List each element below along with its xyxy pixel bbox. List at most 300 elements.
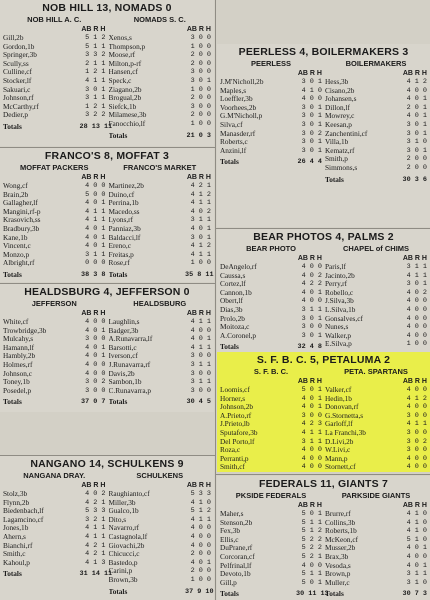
- player-stats: 1 0 0: [190, 575, 211, 584]
- player-stats: 3 1 1: [85, 94, 106, 103]
- player-stats: 4 0 0: [85, 182, 106, 190]
- game-peerless: [217, 44, 430, 227]
- stat-header-abrh: AB R H: [81, 26, 106, 33]
- player-row: [325, 429, 427, 438]
- player-name: G.Stornetta,s: [325, 411, 364, 420]
- player-name: Roberts,c: [220, 138, 248, 147]
- player-stats: 5 0 0: [85, 190, 106, 199]
- player-stats: 4 0 0: [85, 360, 106, 369]
- player-row: [3, 34, 106, 43]
- player-row: [220, 78, 322, 87]
- totals-value: 30 11 13: [296, 590, 329, 599]
- player-name: Xenos,s: [108, 34, 132, 42]
- player-stats: 4 0 0: [190, 541, 211, 550]
- player-row: [220, 463, 322, 472]
- team-name: NANGANA DRAY.: [23, 471, 86, 480]
- team-name: JEFFERSON: [31, 299, 77, 308]
- player-name: E.Silva,p: [325, 340, 352, 349]
- player-row: [325, 340, 427, 349]
- stat-header-abrh: AB R H: [402, 502, 427, 509]
- game-headline: NOB HILL 13, NOMADS 0: [42, 2, 172, 14]
- player-stats: 3 2 2: [85, 111, 106, 120]
- game-federals: [217, 476, 430, 600]
- player-row: [220, 544, 322, 553]
- player-name: Villa,1b: [325, 138, 349, 147]
- player-stats: 3 0 1: [190, 233, 211, 242]
- player-name: Mangini,rf-p: [3, 207, 41, 216]
- player-name: Hedin,1b: [325, 394, 352, 403]
- player-name: Holmes,rf: [3, 360, 33, 369]
- player-stats: 4 0 0: [406, 552, 427, 561]
- player-name: Gill,2b: [3, 34, 24, 42]
- player-row: [325, 386, 427, 395]
- game-headline: FEDERALS 11, GIANTS 7: [258, 478, 389, 490]
- player-row: [109, 60, 212, 69]
- player-stats: 3 1 1: [190, 216, 211, 225]
- player-row: [325, 147, 427, 156]
- player-name: Walker,p: [325, 331, 352, 340]
- player-row: [220, 332, 322, 341]
- team-box-score: [220, 367, 322, 472]
- player-stats: 4 1 0: [190, 498, 211, 507]
- player-name: D.Livi,2b: [325, 437, 354, 446]
- stat-header-spacer: [325, 69, 401, 78]
- player-row: [109, 251, 212, 260]
- player-row: [109, 533, 212, 542]
- player-row: [109, 234, 212, 243]
- stat-header-abrh: AB R H: [402, 378, 427, 385]
- stat-header-spacer: [220, 377, 296, 386]
- player-name: Hansen,cf: [108, 68, 138, 77]
- stat-header-abrh: AB R H: [402, 70, 427, 77]
- stat-header-spacer: [220, 254, 296, 263]
- player-stats: 4 1 1: [190, 343, 211, 352]
- player-stats: 4 0 0: [301, 561, 322, 570]
- player-row: [325, 536, 427, 545]
- player-name: Cisano,2b: [325, 86, 355, 95]
- player-row: [3, 94, 106, 103]
- player-name: Chicucci,c: [108, 550, 140, 559]
- player-stats: 3 0 0: [406, 411, 427, 420]
- player-name: Culline,cf: [3, 68, 32, 77]
- player-row: [220, 147, 322, 156]
- player-row: [325, 112, 427, 121]
- player-name: Castagnola,lf: [108, 532, 148, 541]
- player-name: Trowbridge,3b: [3, 326, 47, 335]
- player-row: [220, 562, 322, 571]
- player-row: [3, 550, 106, 559]
- player-row: [220, 280, 322, 289]
- player-stats: 3 0 1: [301, 78, 322, 86]
- team-box-score: [3, 163, 106, 280]
- player-name: Garloff,lf: [325, 420, 353, 429]
- player-name: Johnson,c: [3, 369, 32, 378]
- player-row: [325, 87, 427, 96]
- player-name: Maples,s: [220, 86, 247, 95]
- totals-label: Totals: [108, 587, 128, 596]
- team-name: MOFFAT PACKERS: [20, 163, 89, 172]
- stat-header-abrh: AB R H: [297, 70, 322, 77]
- player-name: Lyons,rf: [108, 216, 134, 225]
- player-stats: 4 1 0: [406, 527, 427, 536]
- player-row: [109, 242, 212, 251]
- team-box-score: [109, 15, 212, 140]
- team-box-score: [109, 299, 212, 407]
- player-stats: 4 0 0: [190, 532, 211, 541]
- totals-label: Totals: [325, 590, 344, 599]
- stat-header: [220, 254, 322, 263]
- player-row: [3, 533, 106, 542]
- player-stats: 1 2 1: [85, 68, 106, 77]
- row-rule: [216, 228, 430, 229]
- player-row: [220, 429, 322, 438]
- player-stats: 3 2 1: [85, 515, 106, 524]
- player-row: [325, 164, 427, 173]
- player-name: Manasder,rf: [220, 129, 256, 138]
- player-stats: 3 0 0: [190, 386, 211, 395]
- player-stats: 3 0 0: [190, 68, 211, 77]
- stat-header-spacer: [109, 309, 186, 318]
- player-row: [220, 455, 322, 464]
- totals-label: Totals: [3, 398, 22, 407]
- player-stats: 4 1 2: [406, 394, 427, 403]
- player-name: Muller,c: [325, 578, 350, 587]
- player-row: [325, 562, 427, 571]
- player-name: Stornett,cf: [325, 463, 356, 472]
- player-row: [109, 378, 212, 387]
- player-name: Dillon,lf: [325, 103, 350, 112]
- totals-value: 37 9 10: [185, 587, 214, 596]
- player-row: [220, 297, 322, 306]
- player-stats: 5 1 1: [301, 518, 322, 527]
- player-stats: 4 0 2: [85, 490, 106, 498]
- player-name: Voorhees,2b: [220, 103, 257, 112]
- team-name: FRANCO'S MARKET: [123, 163, 197, 172]
- player-name: Pelfrinal,lf: [220, 561, 252, 570]
- column-rule: [215, 0, 216, 600]
- player-name: Keesan,p: [325, 120, 352, 129]
- player-stats: 4 0 1: [301, 403, 322, 412]
- player-name: Vesoda,s: [325, 561, 351, 570]
- player-stats: 4 0 0: [406, 463, 427, 472]
- player-name: W.Livi,c: [325, 446, 351, 455]
- player-stats: 3 0 1: [406, 146, 427, 155]
- game-headline: PEERLESS 4, BOILERMAKERS 3: [238, 46, 409, 58]
- player-name: A.Coronel,p: [220, 331, 257, 340]
- player-name: L.Silva,1b: [325, 305, 356, 314]
- player-name: Jacinto,2b: [325, 271, 355, 280]
- player-stats: 3 0 1: [301, 331, 322, 340]
- player-row: [109, 524, 212, 533]
- player-stats: 3 1 1: [406, 263, 427, 271]
- player-row: [109, 559, 212, 568]
- player-name: Springer,3b: [3, 51, 37, 60]
- player-name: Corcoran,cf: [220, 552, 255, 561]
- stat-header-spacer: [109, 481, 186, 490]
- stat-header-abrh: AB R H: [297, 502, 322, 509]
- player-name: Stenson,2b: [220, 518, 253, 527]
- player-row: [325, 420, 427, 429]
- player-row: [3, 259, 106, 268]
- player-row: [109, 550, 212, 559]
- player-row: [3, 77, 106, 86]
- player-name: Ahern,s: [3, 532, 26, 541]
- player-stats: 2 0 1: [406, 103, 427, 112]
- totals-row: [109, 398, 212, 407]
- player-name: Ellis,c: [220, 535, 239, 544]
- team-name: NOMADS S. C.: [133, 15, 186, 24]
- player-row: [3, 86, 106, 95]
- player-row: [325, 519, 427, 528]
- totals-value: 37 0 7: [81, 398, 106, 407]
- player-name: Caussa,s: [220, 271, 246, 280]
- player-row: [3, 208, 106, 217]
- player-name: Brax,3b: [325, 552, 349, 561]
- player-row: [3, 559, 106, 568]
- player-name: Dito,s: [108, 515, 127, 524]
- box-score-columns: [3, 471, 214, 596]
- team-box-score: [220, 244, 322, 352]
- player-stats: 4 1 1: [85, 524, 106, 533]
- player-name: Bradbury,3b: [3, 224, 40, 233]
- player-row: [220, 510, 322, 519]
- player-stats: 4 0 2: [406, 288, 427, 297]
- totals-row: [3, 122, 113, 132]
- player-stats: 4 0 0: [301, 454, 322, 463]
- totals-label: Totals: [108, 131, 128, 140]
- player-row: [3, 234, 106, 243]
- player-row: [220, 263, 322, 272]
- player-row: [3, 352, 106, 361]
- player-name: Sakuari,c: [3, 85, 31, 94]
- player-row: [220, 519, 322, 528]
- stat-header-abrh: AB R H: [186, 174, 211, 181]
- player-name: Posedel,p: [3, 386, 32, 395]
- player-row: [220, 130, 322, 139]
- player-stats: 5 2 2: [301, 544, 322, 553]
- team-box-score: [325, 244, 427, 352]
- player-row: [220, 536, 322, 545]
- player-stats: 5 3 3: [85, 507, 106, 516]
- player-row: [109, 86, 212, 95]
- player-row: [109, 361, 212, 370]
- stat-header: [220, 69, 322, 78]
- player-stats: 4 1 2: [190, 190, 211, 199]
- team-box-score: [325, 491, 427, 599]
- player-name: Toney,1b: [3, 378, 30, 387]
- player-row: [109, 43, 212, 52]
- player-row: [109, 344, 212, 353]
- player-name: C.Runavarra,p: [108, 386, 152, 395]
- player-stats: 4 0 0: [85, 369, 106, 378]
- player-name: Obert,lf: [220, 297, 243, 306]
- player-name: Mulcahy,s: [3, 335, 34, 344]
- row-rule: [216, 474, 430, 475]
- player-row: [325, 544, 427, 553]
- team-name: HEALDSBURG: [133, 299, 187, 308]
- player-row: [109, 120, 212, 129]
- player-stats: 4 0 1: [190, 224, 211, 233]
- player-name: Davis,2b: [108, 369, 135, 378]
- game-headline: NANGANO 14, SCHULKENS 9: [30, 458, 184, 470]
- player-name: Krasovich,ss: [3, 216, 41, 225]
- player-name: Jones,1b: [3, 524, 29, 533]
- player-name: Robello,c: [325, 288, 354, 297]
- player-row: [109, 318, 212, 327]
- player-stats: 5 1 2: [190, 507, 211, 516]
- player-name: Gordon,1b: [3, 42, 35, 51]
- player-stats: 3 0 0: [190, 102, 211, 111]
- totals-row: [220, 158, 322, 167]
- player-name: Prolo,2b: [220, 314, 245, 323]
- player-name: Fanocchio,lf: [108, 119, 146, 128]
- player-stats: 4 0 1: [190, 558, 211, 567]
- player-name: Perranti,p: [220, 454, 249, 463]
- stat-header-abrh: AB R H: [297, 378, 322, 385]
- game-sfbc: [217, 352, 430, 472]
- player-row: [3, 216, 106, 225]
- player-row: [3, 68, 106, 77]
- player-name: Mowrey,c: [325, 112, 355, 121]
- stat-header-spacer: [3, 309, 80, 318]
- player-row: [109, 490, 212, 499]
- player-row: [325, 297, 427, 306]
- player-row: [325, 289, 427, 298]
- player-name: Martinez,2b: [108, 182, 144, 190]
- player-name: Kahoul,p: [3, 558, 30, 567]
- player-stats: 5 3 3: [190, 490, 211, 498]
- game-headline: HEALDSBURG 4, JEFFERSON 0: [24, 286, 190, 298]
- player-name: Del Porto,lf: [220, 437, 255, 446]
- team-name: SCHULKENS: [136, 471, 184, 480]
- player-name: La Franchi,3b: [325, 428, 366, 437]
- player-name: Zanchentini,cf: [325, 129, 368, 138]
- player-stats: 4 2 2: [301, 280, 322, 289]
- player-row: [3, 51, 106, 60]
- stat-header: [220, 501, 322, 510]
- game-nobhill: [0, 0, 214, 146]
- stat-header-spacer: [220, 501, 296, 510]
- player-name: Vincent,c: [3, 242, 31, 251]
- player-stats: 5 0 1: [301, 578, 322, 587]
- team-name: BEAR PHOTO: [246, 244, 296, 253]
- player-stats: 4 0 1: [301, 288, 322, 297]
- player-stats: 3 0 0: [190, 34, 211, 42]
- player-row: [109, 370, 212, 379]
- player-stats: 3 1 0: [406, 578, 427, 587]
- player-stats: 4 0 1: [85, 233, 106, 242]
- player-name: Johansen,s: [325, 95, 357, 104]
- player-stats: 5 1 1: [301, 570, 322, 579]
- stat-header-spacer: [3, 173, 80, 182]
- player-row: [220, 412, 322, 421]
- player-name: Freitas,p: [108, 250, 134, 259]
- player-name: Macedo,ss: [108, 207, 140, 216]
- player-row: [3, 490, 106, 499]
- box-score-columns: [220, 367, 427, 472]
- player-stats: 3 0 1: [301, 120, 322, 129]
- totals-value: 35 8 11: [185, 270, 214, 279]
- player-name: Perrina,1b: [108, 199, 139, 208]
- team-box-score: [3, 15, 113, 140]
- player-name: Sambon,1b: [108, 378, 142, 387]
- player-name: Brown,3b: [108, 575, 138, 584]
- player-stats: 4 0 0: [406, 454, 427, 463]
- player-name: Maher,s: [220, 510, 244, 518]
- player-stats: 4 1 0: [406, 510, 427, 518]
- player-row: [220, 104, 322, 113]
- player-stats: 4 0 0: [406, 331, 427, 340]
- player-name: Bastedo,p: [108, 558, 138, 567]
- player-row: [109, 216, 212, 225]
- row-rule: [0, 147, 215, 148]
- player-row: [3, 60, 106, 69]
- player-row: [220, 579, 322, 588]
- player-row: [325, 323, 427, 332]
- player-row: [3, 199, 106, 208]
- player-stats: 2 0 0: [190, 567, 211, 576]
- player-row: [220, 272, 322, 281]
- stat-header-spacer: [325, 254, 401, 263]
- player-stats: 3 0 0: [301, 411, 322, 420]
- team-name: NOB HILL A. C.: [27, 15, 82, 24]
- player-name: Carini,p: [108, 567, 133, 576]
- player-stats: 4 1 1: [301, 428, 322, 437]
- player-stats: 4 0 1: [301, 394, 322, 403]
- player-name: Hambly,2b: [3, 352, 36, 361]
- stat-header: [325, 69, 427, 78]
- player-row: [109, 516, 212, 525]
- player-name: Rose,rf: [108, 259, 130, 268]
- player-name: Cortez,lf: [220, 280, 246, 289]
- player-name: Mann,p: [325, 454, 348, 463]
- player-stats: 3 0 1: [301, 146, 322, 155]
- player-name: Wong,cf: [3, 182, 28, 190]
- player-row: [109, 576, 212, 585]
- player-name: Moose,rf: [108, 51, 136, 60]
- totals-label: Totals: [3, 270, 22, 279]
- player-name: Siefck,1b: [108, 102, 137, 111]
- player-name: Milamese,3b: [108, 111, 147, 120]
- player-stats: 4 0 0: [301, 446, 322, 455]
- player-row: [3, 43, 106, 52]
- totals-label: Totals: [3, 570, 22, 579]
- stat-header-spacer: [109, 25, 186, 34]
- player-row: [109, 542, 212, 551]
- player-stats: 4 2 1: [190, 182, 211, 190]
- player-row: [3, 387, 106, 396]
- player-stats: 3 0 0: [85, 335, 106, 344]
- player-row: [325, 463, 427, 472]
- player-name: Thompson,p: [108, 42, 146, 51]
- player-row: [325, 455, 427, 464]
- player-stats: 1 2 1: [85, 102, 106, 111]
- player-row: [3, 361, 106, 370]
- player-stats: 1 0 0: [406, 340, 427, 349]
- player-stats: 3 3 2: [85, 51, 106, 60]
- player-row: [109, 335, 212, 344]
- player-name: Johnson,2b: [220, 403, 254, 412]
- player-name: Brurre,rf: [325, 510, 351, 518]
- player-name: Duino,cf: [108, 190, 135, 199]
- player-name: Donovan,rf: [325, 403, 359, 412]
- player-stats: 5 2 2: [301, 535, 322, 544]
- player-stats: 2 0 0: [406, 163, 427, 172]
- box-score-columns: [220, 244, 427, 352]
- player-name: Paris,lf: [325, 263, 346, 271]
- stat-header-abrh: AB R H: [186, 310, 211, 317]
- player-stats: 4 0 0: [406, 403, 427, 412]
